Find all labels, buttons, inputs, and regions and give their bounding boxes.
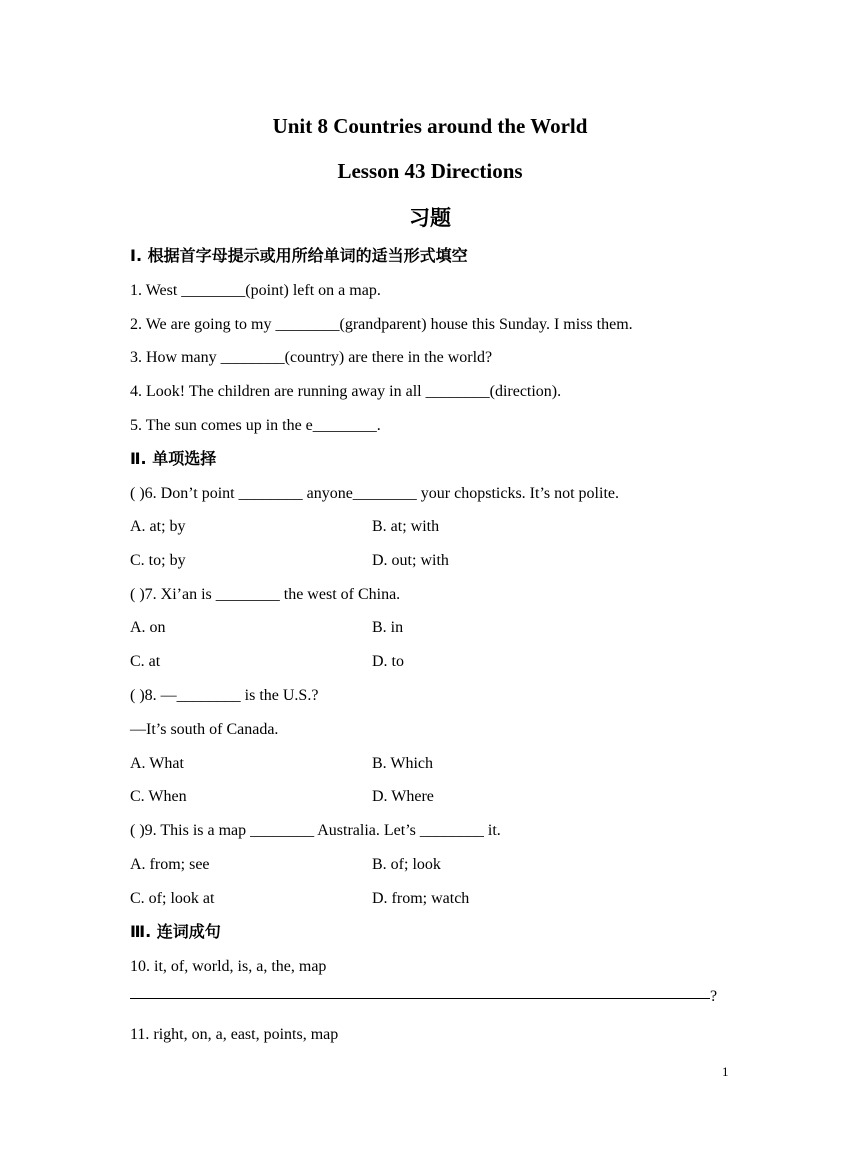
- answer-10-end-mark: ?: [710, 988, 718, 1005]
- q7-option-b: B. in: [372, 619, 404, 636]
- question-2: 2. We are going to my ________(grandparent) house this Sunday. I miss them.: [130, 316, 633, 333]
- question-5: 5. The sun comes up in the e________.: [130, 417, 381, 434]
- q7-option-d: D. to: [372, 653, 404, 670]
- q7-option-a: A. on: [130, 619, 166, 636]
- exercise-title: 习题: [409, 206, 451, 230]
- q6-option-c: C. to; by: [130, 552, 186, 569]
- q8-option-b: B. Which: [372, 755, 434, 772]
- q9-option-c: C. of; look at: [130, 890, 215, 907]
- q8-option-a: A. What: [130, 755, 184, 772]
- answer-line-10: [130, 984, 710, 999]
- question-4: 4. Look! The children are running away in all ________(direction).: [130, 383, 562, 400]
- question-10: 10. it, of, world, is, a, the, map: [130, 958, 327, 975]
- section2-heading: Ⅱ. 单项选择: [130, 449, 217, 468]
- q9-option-b: B. of; look: [372, 856, 441, 873]
- q9-option-a: A. from; see: [130, 856, 210, 873]
- question-6: ( )6. Don’t point ________ anyone________ your chopsticks. It’s not polite.: [130, 485, 619, 502]
- q6-option-a: A. at; by: [130, 518, 186, 535]
- question-7: ( )7. Xi’an is ________ the west of China.: [130, 586, 401, 603]
- q8-option-d: D. Where: [372, 788, 434, 805]
- question-11: 11. right, on, a, east, points, map: [130, 1026, 339, 1043]
- question-8-reply: —It’s south of Canada.: [130, 721, 279, 738]
- section1-heading: Ⅰ. 根据首字母提示或用所给单词的适当形式填空: [130, 246, 468, 265]
- q6-option-b: B. at; with: [372, 518, 440, 535]
- question-3: 3. How many ________(country) are there in the world?: [130, 349, 493, 366]
- question-9: ( )9. This is a map ________ Australia. Let’s ________ it.: [130, 822, 501, 839]
- section3-heading: Ⅲ. 连词成句: [130, 922, 221, 941]
- page-number: 1: [722, 1064, 729, 1079]
- lesson-title: Lesson 43 Directions: [337, 159, 523, 183]
- unit-title: Unit 8 Countries around the World: [272, 114, 588, 138]
- question-1: 1. West ________(point) left on a map.: [130, 282, 381, 299]
- q7-option-c: C. at: [130, 653, 161, 670]
- q8-option-c: C. When: [130, 788, 187, 805]
- question-8: ( )8. —________ is the U.S.?: [130, 687, 319, 704]
- q9-option-d: D. from; watch: [372, 890, 470, 907]
- q6-option-d: D. out; with: [372, 552, 449, 569]
